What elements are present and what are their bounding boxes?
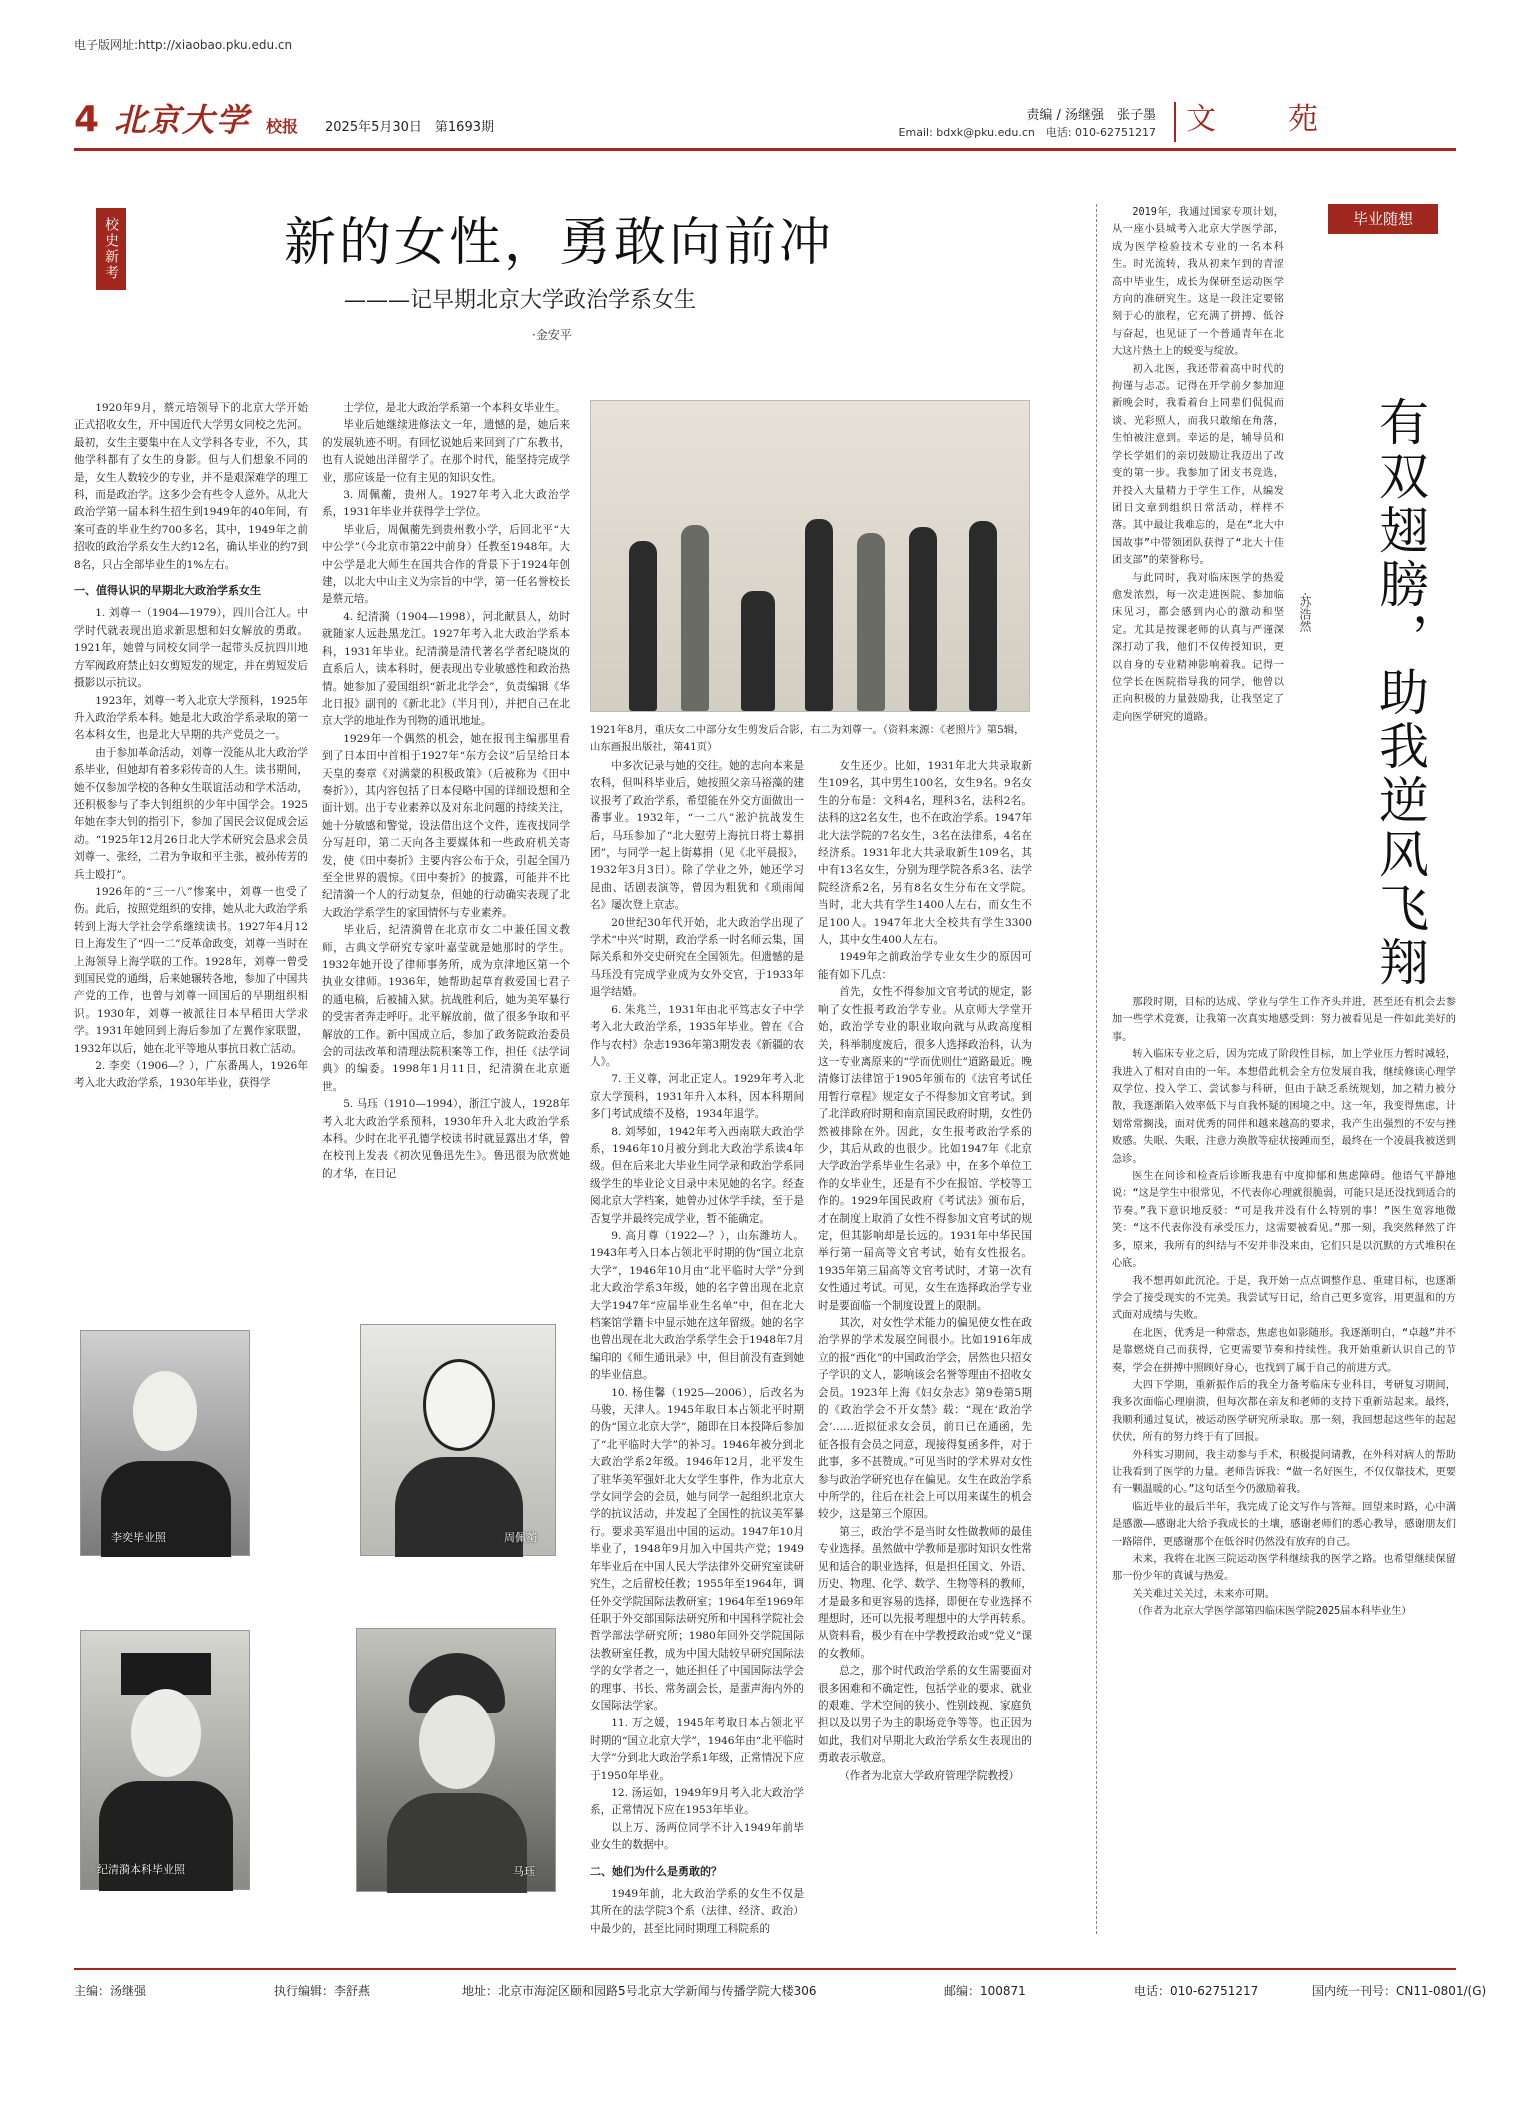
paragraph: 关关难过关关过，未来亦可期。 <box>1132 1588 1276 1600</box>
masthead-divider <box>1174 102 1176 142</box>
paragraph: 医生在问诊和检查后诊断我患有中度抑郁和焦虑障碍。他语气平静地说：“这是学生中很常见，不代表你心理就很脆弱，可能只是还没找到适合的节奏。”我下意识地反驳：“可是我并没有什么特别的事！”医生宽容地微笑：“这不代表你没有承受压力，这需要被看见。”那一刻，我突然释然了许多，原来，我所有的纠结与不安并非没来由，它们只是以沉默的方式堆积在心底。 <box>1112 1171 1456 1270</box>
paragraph: 士学位，是北大政治学系第一个本科女毕业生。 <box>343 402 566 414</box>
paragraph: 毕业后她继续进修法文一年，遗憾的是，她后来的发展轨迹不明。有回忆说她后来回到了广东教书，也有人说她出洋留学了。在那个时代，能坚持完成学业，那应该是一位有主见的知识女性。 <box>322 419 570 484</box>
paragraph: 1929年一个偶然的机会，她在报刊主编那里看到了日本田中首相于1927年“东方会议”后呈给日本天皇的奏章《对满蒙的积极政策》（后被称为《田中奏折》），其内容包括了日本侵略中国的详细设想和全面计划。出于专业素养以及对东北问题的持续关注，她十分敏感和警觉，设法借出这个文件，连夜找同学分写赶印，第二天向各主要媒体和一些政府机关寄发，使《田中奏折》主要内容公布于众，引起全国乃至全世界的震惊。《田中奏折》的披露，可能并不比纪清漪一个人的行动复杂，但她的行动确实表现了北大政治学系学生的家国情怀与专业素养。 <box>322 732 570 919</box>
paragraph: 首先，女性不得参加文官考试的规定，影响了女性报考政治学专业。从京师大学堂开始，政治学专业的职业取向就与从政高度相关，科举制度废后，很多人选择政治科，认为这一专业离原来的“学而优则仕”道路最近。晚清修订法律馆于1905年颁布的《法官考试任用暂行章程》规定女子不得参加文官考试。到了北洋政府时期和南京国民政府时期，女性仍然被排除在外。因此，女生报考政治学系的少，其后从政的也很少。比如1947年《北京大学政治学系毕业生名录》中，在多个单位工作的女毕业生，还是有不少在报馆、学校等工作的。1929年国民政府《考试法》颁布后，才在制度上取消了女性不得参加文官考试的规定，但其影响却是长远的。1931年中华民国举行第一届高等文官考试，始有女性报名。1935年第三届高等文官考试时，才第一次有女性通过考试。可见，女生在选择政治学专业时是要面临一个制度设置上的限制。 <box>818 986 1032 1312</box>
section-heading: 一、值得认识的早期北大政治学系女生 <box>74 584 261 598</box>
paragraph: （作者为北京大学医学部第四临床医学院2025届本科毕业生） <box>1132 1606 1412 1618</box>
paragraph: （作者为北京大学政府管理学院教授） <box>839 1769 1020 1782</box>
portrait-li-yi <box>80 1330 250 1556</box>
portrait-zhou-peiheng <box>360 1324 556 1556</box>
sidebar-tag: 毕业随想 <box>1328 204 1438 234</box>
paragraph: 20世纪30年代开始，北大政治学出现了学术“中兴”时期，政治学系一时名师云集，国际关系和外交史研究在全国领先。但遗憾的是马珏没有完成学业成为女外交官，于1933年退学结婚。 <box>590 916 804 999</box>
portrait-ji-qingyi <box>80 1630 250 1890</box>
footer-exec-editor: 执行编辑：李舒燕 <box>274 1984 371 1998</box>
paragraph: 女生还少。比如，1931年北大共录取新生109名，其中男生100名，女生9名。9名女生的分布是：文科4名，理科3名，法科2名。法科的这2名女生，也不在政治学系。1947年北大法学院的7名女生，3名在法律系，4名在经济系。1931年北大共录取新生109名，其中有13名女生，分别为理学院各系3名、法学院经济系2名，另有8名女生分布在文学院。当时，北大共有学生1400人左右，而女生不足100人。1947年北大全校共有学生3300人，其中女生400人左右。 <box>818 760 1032 947</box>
paragraph: 我不想再如此沉沦。于是，我开始一点点调整作息、重建目标，也逐渐学会了接受现实的不完美。我尝试写日记，给自己更多宽容，用更温和的方式面对成绩与失败。 <box>1112 1275 1456 1322</box>
paragraph: 毕业后，纪清漪曾在北京市女二中兼任国文教师，古典文学研究专家叶嘉莹就是她那时的学生。1932年她开设了律师事务所，成为京津地区第一个执业女律师。1936年，她帮助起草育救爱国七君子的通电稿，后被捕入狱。抗战胜利后，她为美军暴行的受害者奔走呼吁。北平解放前，做了很多争取和平解放的工作。新中国成立后，参加了政务院政治委员会的司法改革和清理法院积案等工作，担任《法学词典》的编委。1998年1月11日，纪清漪在北京逝世。 <box>322 924 570 1093</box>
editor-contact: Email: bdxk@pku.edu.cn 电话: 010-62751217 <box>898 126 1156 139</box>
paragraph: 在北医，优秀是一种常态，焦虑也如影随形。我逐渐明白，“卓越”并不是靠燃烧自己而获得，它更需要节奏和持续性。我开始重新认识自己的节奏，学会在拼搏中照顾好身心，也找到了属于自己的前进方式。 <box>1112 1327 1456 1374</box>
portrait-label: 李奕毕业照 <box>111 1531 166 1544</box>
paragraph: 由于参加革命活动，刘尊一没能从北大政治学系毕业，但她却有着多彩传奇的人生。读书期间，她不仅参加学校的各种女生联谊活动和学术活动，还积极参与了李大钊组织的少年中国学会。1925年她在李大钊的指引下，参加了国民会议促成会运动。“1925年12月26日北大学术研究会恳求会员刘尊一、张经，二君为争取和平主张，被孙传芳的兵士殴打”。 <box>74 746 308 881</box>
paragraph: 5. 马珏（1910—1994），浙江宁波人，1928年考入北大政治学系预科，1930年升入北大政治学系本科。少时在北平孔德学校读书时就显露出才华，曾在校刊上发表《初次见鲁迅先生》。鲁迅很为欣赏她的才华，在日记 <box>322 1098 570 1180</box>
column-divider <box>1096 204 1097 1934</box>
footer-chief-editor: 主编：汤继强 <box>74 1984 147 1998</box>
paragraph: 1926年的“三一八”惨案中，刘尊一也受了伤。此后，按照党组织的安排，她从北大政治学系转到上海大学社会学系继续读书。1927年4月12日上海发生了“四一二”反革命政变，刘尊一当时在上海领导上海学联的工作。1928年，刘尊一曾受到国民党的通缉，后来她辗转各地，参加了中国共产党的工作，也曾与刘尊一回国后的早期组织相识。1930年，刘尊一被派往日本早稻田大学求学。1931年她回到上海后参加了左翼作家联盟，1932年以后，她在北平等地从事抗日救亡活动。 <box>74 885 308 1055</box>
paragraph: 1949年之前政治学专业女生少的原因可能有如下几点： <box>818 951 1032 981</box>
footer-phone: 电话：010-62751217 <box>1134 1984 1259 1998</box>
paragraph: 总之，那个时代政治学系的女生需要面对很多困难和不确定性，包括学业的要求、就业的艰难、学术空间的狭小、性别歧视、家庭负担以及以男子为主的职场竞争等等。也正因为如此，我们对早期北大政治学系女生表现出的勇敢表示敬意。 <box>818 1665 1032 1765</box>
paragraph: 1920年9月，蔡元培领导下的北京大学开始正式招收女生，开中国近代大学男女同校之先河。最初，女生主要集中在人文学科各专业，不久，其他学科都有了女生的身影。但与人们想象不同的是，女生人数较少的专业，并不是艰深难学的理工科，而是政治学。这多少会有些令人意外。从北大政治学第一届本科生招生到1949年的40年间，有案可查的毕业生约700多名，其中，1949年之前招收的政治学系女生大约12名，确认毕业的约7到8名，只占全部毕业生的1%左右。 <box>74 402 308 571</box>
paragraph: 2. 李奕（1906—？），广东番禺人，1926年考入北大政治学系，1930年毕业，获得学 <box>74 1060 308 1090</box>
paragraph: 初入北医，我还带着高中时代的拘谨与忐忑。记得在开学前夕参加迎新晚会时，我看着台上同辈们侃侃而谈、光彩照人，而我只敢缩在角落，生怕被注意到。幸运的是，辅导员和学长学姐们的亲切鼓励让我迈出了改变的第一步。我参加了团支书竞选，并投入大量精力于学生工作，从编发团日文章到组织日常活动，样样不落。其中最让我难忘的，是在“北大中国故事”中带领团队获得了“北大十佳团支部”的荣誉称号。 <box>1112 363 1284 567</box>
paragraph: 中多次记录与她的交往。她的志向本来是农科，但叫科毕业后，她按照父亲马裕藻的建议报考了政治学系，希望能在外交方面做出一番事业。1932年，“一二八”淞沪抗战发生后，马珏参加了“北大慰劳上海抗日将士募捐团”，与同学一起上街募捐（见《北平晨报》，1932年3月3日）。除了学业之外，她还学习昆曲、话剧表演等，曾因为粗犹和《琐雨闻名》屡次登上京志。 <box>590 760 804 912</box>
paragraph: 6. 朱兆兰，1931年由北平笃志女子中学考入北大政治学系，1935年毕业。曾在《合作与农村》杂志1936年第3期发表《新疆的农人》。 <box>590 1003 804 1068</box>
paragraph: 那段时期，目标的达成、学业与学生工作齐头并进，甚至还有机会去参加一些学术竞赛，让我第一次真实地感受到：努力被看见是一件如此美好的事。 <box>1112 997 1456 1043</box>
section-heading: 二、她们为什么是勇敢的？ <box>590 1864 722 1878</box>
newspaper-logo: 北京大学 <box>114 101 251 139</box>
paragraph: 2019年，我通过国家专项计划，从一座小县城考入北京大学医学部，成为医学检验技术专业的一名本科生。时光流转，我从初来乍到的青涩高中毕业生，成长为保研至运动医学方向的准研究生。这是一段注定要铭刻于心的旅程，它充满了拼搏、低谷与奋起，也见证了一个普通青年在北大这片热土上的蜕变与绽放。 <box>1112 207 1284 358</box>
paragraph: 其次，对女性学术能力的偏见使女性在政治学界的学术发展空间很小。比如1916年成立的报“西化”的中国政治学会，居然也只招女子学识的文人，影响该会名誉等理由不招收女会员。1923年上海《妇女杂志》第9卷第5期的《政治学会不开女禁》载：“现在‘政治学会’……近拟征求女会员，前日已在通函，先征各报有会员之同意，现接得复函多件，对于此事，多不甚赞成。”可见当时的学术界对女性参与政治学研究也存在偏见。女生在政治学系中所学的，往后在社会上可以用来谋生的机会较少，这是第三个原因。 <box>818 1317 1032 1521</box>
paragraph: 3. 周佩蘅，贵州人。1927年考入北大政治学系，1931年毕业并获得学士学位。 <box>322 489 570 519</box>
footer-postcode: 邮编：100871 <box>944 1984 1026 1998</box>
section-name: 文苑 <box>1186 102 1390 137</box>
paragraph: 与此同时，我对临床医学的热爱愈发浓烈，每一次走进医院、参加临床见习，都会感到内心的激动和坚定。尤其是按课老师的认真与严谨深深打动了我，他们不仅传授知识，更以自身的专业精神影响着我。记得一位学长在医院指导我的同学，他曾以正向积极的力量鼓励我，让我坚定了走向医学研究的道路。 <box>1112 572 1284 723</box>
sidebar-column-1 <box>1112 204 1284 988</box>
sidebar-column-2 <box>1112 994 1456 1934</box>
edition-url[interactable]: 电子版网址:http://xiaobao.pku.edu.cn <box>74 38 293 52</box>
masthead <box>74 100 1456 146</box>
paragraph: 12. 汤运如，1949年9月考入北大政治学系，正常情况下应在1953年毕业。 <box>590 1786 804 1817</box>
paragraph: 转入临床专业之后，因为完成了阶段性目标，加上学业压力暂时减轻，我进入了相对自由的一年。本想借此机会全方位发展自我，继续修读心理学双学位、投入学工、尝试参与科研，但由于缺乏系统规划，加之精力被分散，我逐渐陷入效率低下与自我怀疑的困境之中。这一年，我变得焦虑，计划常常搁浅，面对优秀的同伴和越来越高的要求，我产生出强烈的不安与挫败感。失眠、失眠，注意力涣散等症状接踵而至，最终在一个凌晨我被送到急诊。 <box>1112 1049 1456 1165</box>
newspaper-name: 校报 <box>266 117 299 136</box>
footer-issn: 国内统一刊号：CN11-0801/(G) <box>1312 1984 1487 1998</box>
masthead-rule <box>74 148 1456 151</box>
article-subheadline: ———记早期北京大学政治学系女生 <box>344 288 697 313</box>
paragraph: 临近毕业的最后半年，我完成了论文写作与答辩。回望来时路，心中满是感激——感谢北大给予我成长的土壤，感谢老师们的悉心教导，感谢朋友们一路陪伴，更感谢那个在低谷时仍然没有放弃的自己。 <box>1112 1501 1456 1548</box>
paragraph: 7. 王义尊，河北正定人。1929年考入北京大学预科，1931年升入本科，因本科期间多门考试成绩不及格，1934年退学。 <box>590 1073 804 1121</box>
paragraph: 1949年前，北大政治学系的女生不仅是其所在的法学院3个系（法律、经济、政治）中最少的，甚至比同时期理工科院系的 <box>590 1888 804 1935</box>
portrait-label: 周佩蘅 <box>504 1531 537 1544</box>
group-photo <box>590 400 1030 712</box>
paragraph: 第三，政治学不是当时女性做教师的最佳专业选择。虽然做中学教师是那时知识女性常见和适合的职业选择，但是担任国文、外语、历史、物理、化学、数学、生物等科的教师，才是最多和更容易的选择，即便在专业选择不理想时，还可以先报考理想中的大学再转系。从资料看，极少有在中学教授政治或“党义”课的女教师。 <box>818 1525 1032 1660</box>
article-column-4 <box>818 758 1032 1928</box>
paragraph: 4. 纪清漪（1904—1998），河北献县人，幼时就随家人远赴黑龙江。1927年考入北大政治学系本科，1931年毕业。纪清漪是清代著名学者纪晓岚的直系后人，读本科时，便表现出专业敏感性和政治热情。她参加了爱国组织“新北北学会”，负责编辑《华北日报》副刊的《新北北》（半月刊），并把自己在北京大学的地址作为刊物的通讯地址。 <box>322 610 570 728</box>
paragraph: 10. 杨佳馨（1925—2006），后改名为马骏，天津人。1945年取日本占领北平时期的伪“国立北京大学”，随即在日本投降后参加了“北平临时大学”的补习。1946年被分到北大政治学系2年级。1946年12月，北平发生了驻华美军强奸北大女学生事件，作为北京大学女同学会的会员，她与同学一起组织北京大学的抗议活动，并发起了全国性的抗议美军暴行。要求美军退出中国的运动。1947年10月毕业了，1948年9月加入中国共产党；1949年毕业后在中国人民大学法律外交研究室读研究生，之后留校任教；1955年至1964年，调任外交学院国际法教研室；1964年至1969年任职于外交部国际法研究所和中国科学院社会哲学部法学研究所；1980年回外交学院国际法教研室任教，成为中国大陆较早研究国际法学的女学者之一，她还担任了中国国际法学会的理事、书长、常务副会长，是蜚声海内外的女国际法学家。 <box>590 1386 804 1712</box>
paragraph: 大四下学期，重新振作后的我全力备考临床专业科目，考研复习期间，我多次面临心理崩溃，但每次都在亲友和老师的支持下重新站起来。最终，我顺利通过复试，被运动医学研究所录取。那一刻，我回想起这些年的起起伏伏，所有的努力终于有了回报。 <box>1112 1379 1456 1444</box>
page-number: 4 <box>74 99 100 140</box>
paragraph: 未来，我将在北医三院运动医学科继续我的医学之路。也希望继续保留那一份少年的真诚与热爱。 <box>1112 1554 1456 1583</box>
sidebar-headline: 有双翅膀，助我逆风飞翔 <box>1371 396 1429 990</box>
group-photo-caption: 1921年8月，重庆女二中部分女生剪发后合影，右二为刘尊一。（资料来源：《老照片》第5辑，山东画报出版社，第41页） <box>590 724 1025 753</box>
portrait-ma-jue <box>356 1628 556 1892</box>
date-issue: 2025年5月30日 第1693期 <box>325 120 494 135</box>
paragraph: 以上万、汤两位同学不计入1949年前毕业女生的数据中。 <box>590 1821 804 1852</box>
article-headline: 新的女性，勇敢向前冲 <box>284 213 835 273</box>
footer-rule <box>74 1968 1456 1970</box>
paragraph: 1923年，刘尊一考入北京大学预科，1925年升入政治学系本科。她是北大政治学系录取的第一名本科女生，也是北大早期的共产党员之一。 <box>74 694 309 742</box>
paragraph: 9. 高月尊（1922—？），山东潍坊人。1943年考入日本占领北平时期的伪“国立北京大学”，1946年10月由“北平临时大学”分到北大政治学系3年级，她的名字曾出现在北京大学1947年“应届毕业生名单”中，但在北大档案馆学籍卡中显示她在这年留级。她的名字也曾出现在北大政治学系学生会于1948年7月编印的《师生通讯录》中，但目前没有查到她的毕业信息。 <box>590 1229 804 1382</box>
portrait-label: 马珏 <box>513 1865 535 1878</box>
article-byline: ·金安平 <box>532 328 572 342</box>
paragraph: 8. 刘琴如，1942年考入西南联大政治学系，1946年10月被分到北大政治学系读4年级。但在后来北大毕业生同学录和政治学系同级学生的毕业论文目录中未见她的名字。经查阅北京大学档案，她曾办过休学手续，至于是否复学并最终完成学业，暂不能确定。 <box>590 1125 804 1225</box>
paragraph: 外科实习期间，我主动参与手术，积极提问请教，在外科对病人的帮助让我看到了医学的力量。老师告诉我：“做一名好医生，不仅仅靠技术，更要有一颗温暖的心。”这句话至今仍激励着我。 <box>1112 1449 1456 1496</box>
sidebar-byline: ·苏浩然 <box>1298 592 1312 632</box>
column-tag: 校史新考 <box>96 208 126 290</box>
paragraph: 1. 刘尊一（1904—1979），四川合江人。中学时代就表现出追求新思想和妇女解放的勇敢。1921年，她曾与同校女同学一起带头反抗四川地方军阀政府禁止妇女剪短发的规定，并在剪短发后摄影以示抗议。 <box>74 607 308 690</box>
page-editors: 责编 / 汤继强 张子墨 <box>1026 108 1156 123</box>
article-column-3 <box>590 758 804 1935</box>
portrait-label: 纪清漪本科毕业照 <box>97 1863 185 1876</box>
footer-address: 地址：北京市海淀区颐和园路5号北京大学新闻与传播学院大楼306 <box>462 1984 817 1998</box>
paragraph: 毕业后，周佩蘅先到贵州教小学，后回北平“大中公学”（今北京市第22中前身）任教至1948年。大中公学是北大师生在国共合作的背景下于1924年创建，以北大中山主义为宗旨的中学，第一任名誉校长是蔡元培。 <box>322 523 570 606</box>
paragraph: 11. 万之媛，1945年考取日本占领北平时期的“国立北京大学”，1946年由“北平临时大学”分到北大政治学系1年级，正常情况下应于1950年毕业。 <box>590 1717 804 1782</box>
